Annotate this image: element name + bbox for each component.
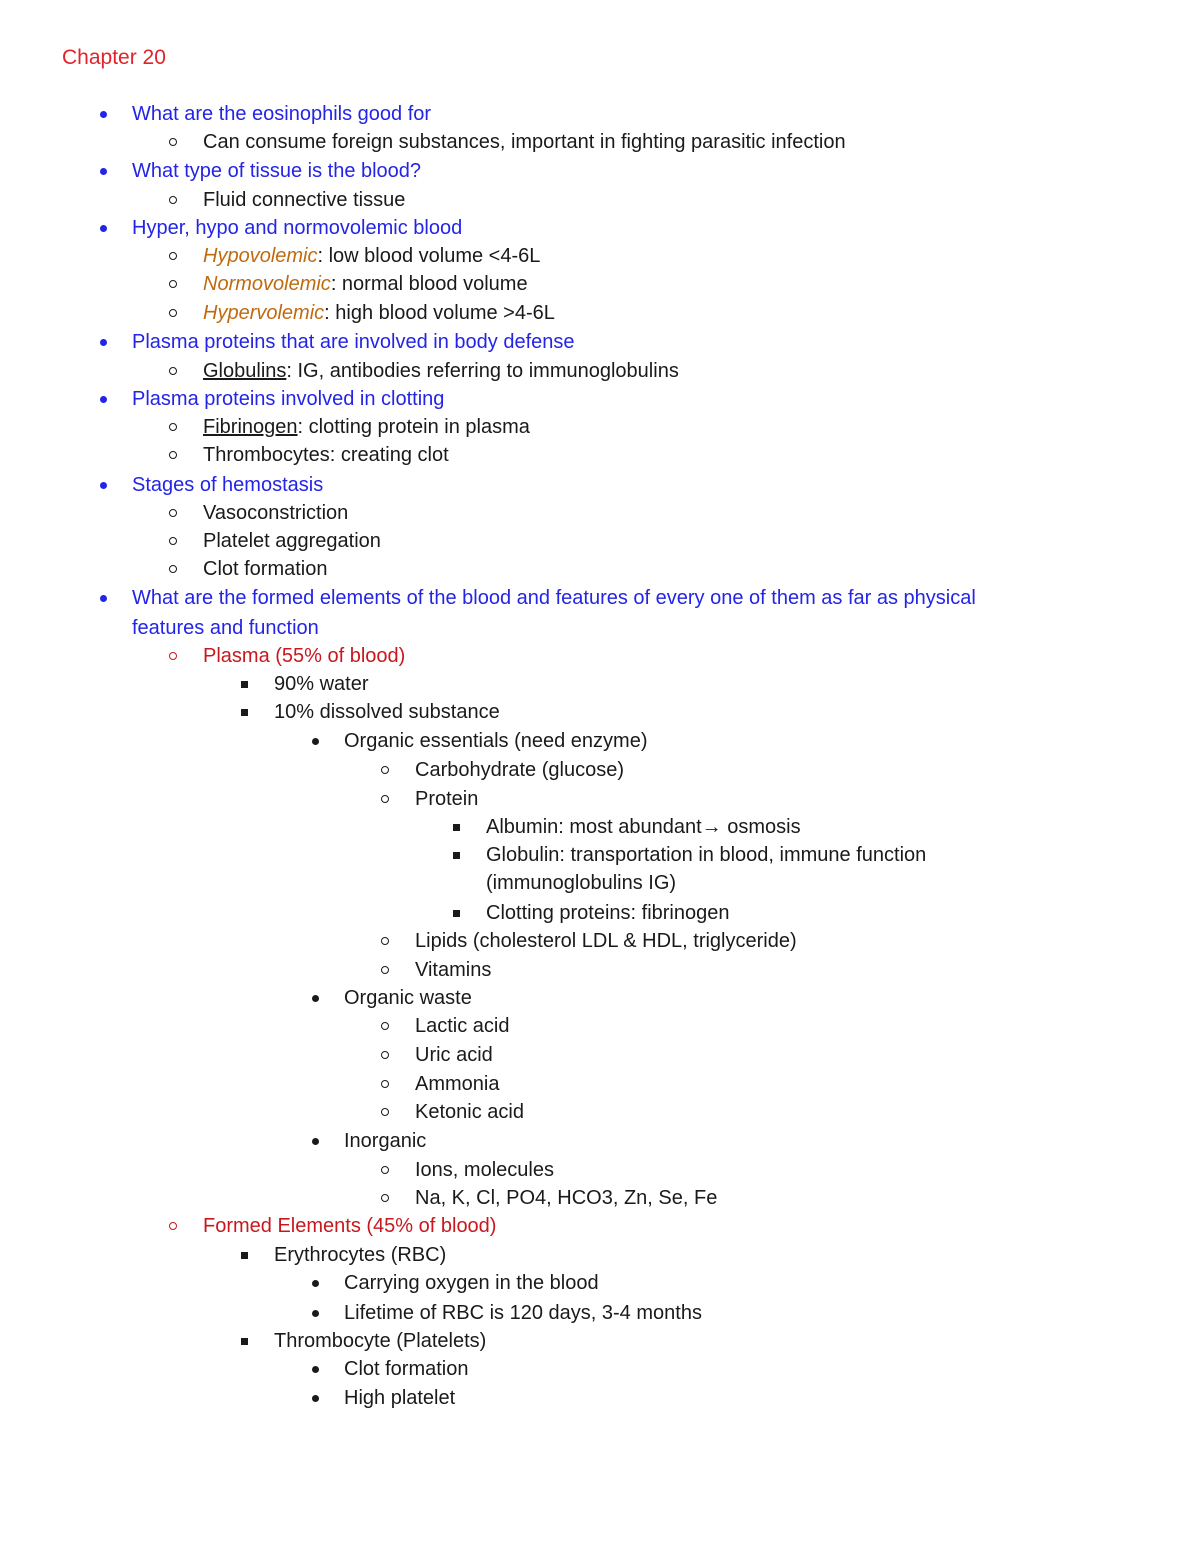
circle-bullet-icon (380, 1070, 396, 1098)
bullet-icon (97, 214, 113, 242)
answer-text (203, 299, 555, 327)
list-item-continuation (0, 614, 1200, 642)
square-bullet-icon (239, 1327, 255, 1355)
term-text: Globulins (203, 360, 287, 382)
list-item (0, 299, 1200, 327)
item-text: Organic essentials (need enzyme) (344, 730, 648, 752)
item-text: Ammonia (415, 1073, 500, 1095)
circle-bullet-icon (380, 1012, 396, 1040)
list-item-continuation (0, 869, 1200, 897)
list-item (0, 1241, 1200, 1269)
square-bullet-icon (239, 670, 255, 698)
circle-bullet-icon (380, 785, 396, 813)
list-item-plasma (0, 642, 1200, 670)
bullet-icon (309, 1127, 325, 1155)
square-bullet-icon (239, 698, 255, 726)
list-item (0, 441, 1200, 469)
item-text: Ions, molecules (415, 1159, 554, 1181)
answer-text (203, 413, 530, 441)
list-item (0, 413, 1200, 441)
question-text: Plasma proteins that are involved in body defense (132, 331, 575, 353)
list-item (0, 841, 1200, 869)
term-text: Hypovolemic (203, 245, 318, 267)
bullet-icon (309, 984, 325, 1012)
list-item-q4 (0, 328, 1200, 356)
item-text: Carrying oxygen in the blood (344, 1272, 599, 1294)
list-item (0, 1184, 1200, 1212)
question-text: What are the formed elements of the blood and features of every one of them as far as physical (132, 587, 976, 609)
circle-bullet-icon (380, 1184, 396, 1212)
bullet-icon (309, 1355, 325, 1383)
subheading-text: Formed Elements (45% of blood) (203, 1215, 497, 1237)
list-item-q6 (0, 471, 1200, 499)
circle-bullet-icon (168, 357, 184, 385)
item-text: Thrombocyte (Platelets) (274, 1330, 487, 1352)
circle-bullet-icon (168, 299, 184, 327)
list-item (0, 1041, 1200, 1069)
list-item (0, 128, 1200, 156)
list-item-q1 (0, 100, 1200, 128)
item-text: Erythrocytes (RBC) (274, 1244, 447, 1266)
item-text: Clot formation (344, 1358, 469, 1380)
list-item (0, 1156, 1200, 1184)
list-item (0, 1355, 1200, 1383)
definition-text: : high blood volume >4-6L (324, 302, 555, 324)
list-item (0, 1299, 1200, 1327)
list-item (0, 527, 1200, 555)
item-text: Na, K, Cl, PO4, HCO3, Zn, Se, Fe (415, 1187, 718, 1209)
item-text: Albumin: most abundant→ osmosis (486, 816, 801, 838)
answer-text: Platelet aggregation (203, 530, 381, 552)
list-item (0, 357, 1200, 385)
bullet-icon (97, 385, 113, 413)
list-item (0, 270, 1200, 298)
list-item (0, 1070, 1200, 1098)
bullet-icon (97, 584, 113, 612)
definition-text: : normal blood volume (330, 273, 528, 295)
list-item (0, 927, 1200, 955)
square-bullet-icon (451, 841, 467, 869)
list-item (0, 956, 1200, 984)
list-item (0, 698, 1200, 726)
list-item (0, 1327, 1200, 1355)
bullet-icon (97, 471, 113, 499)
item-text: Inorganic (344, 1130, 427, 1152)
item-text: Lipids (cholesterol LDL & HDL, triglyceride) (415, 930, 797, 952)
list-item (0, 1012, 1200, 1040)
list-item (0, 555, 1200, 583)
item-text: Lactic acid (415, 1015, 510, 1037)
question-text: Plasma proteins involved in clotting (132, 388, 445, 410)
circle-bullet-icon (168, 1212, 184, 1240)
item-text: 10% dissolved substance (274, 701, 500, 723)
answer-text: Thrombocytes: creating clot (203, 444, 449, 466)
answer-text (203, 270, 528, 298)
list-item (0, 899, 1200, 927)
item-text: (immunoglobulins IG) (486, 872, 677, 894)
item-text: Clotting proteins: fibrinogen (486, 902, 730, 924)
circle-bullet-icon (380, 956, 396, 984)
question-text: What are the eosinophils good for (132, 103, 432, 125)
bullet-icon (97, 328, 113, 356)
term-text: Normovolemic (203, 273, 331, 295)
definition-text: : clotting protein in plasma (297, 416, 530, 438)
item-text: 90% water (274, 673, 369, 695)
circle-bullet-icon (380, 1041, 396, 1069)
circle-bullet-icon (168, 499, 184, 527)
definition-text: : low blood volume <4-6L (317, 245, 541, 267)
list-item (0, 242, 1200, 270)
list-item (0, 1098, 1200, 1126)
square-bullet-icon (239, 1241, 255, 1269)
circle-bullet-icon (168, 270, 184, 298)
square-bullet-icon (451, 899, 467, 927)
answer-text: Clot formation (203, 558, 328, 580)
item-text: Uric acid (415, 1044, 493, 1066)
question-text: Stages of hemostasis (132, 474, 324, 496)
bullet-icon (309, 1384, 325, 1412)
circle-bullet-icon (168, 642, 184, 670)
list-item (0, 1127, 1200, 1155)
list-item (0, 727, 1200, 755)
list-item-q3 (0, 214, 1200, 242)
list-item (0, 813, 1200, 841)
circle-bullet-icon (168, 527, 184, 555)
bullet-icon (309, 1269, 325, 1297)
item-text: Lifetime of RBC is 120 days, 3-4 months (344, 1302, 702, 1324)
list-item (0, 670, 1200, 698)
circle-bullet-icon (380, 1156, 396, 1184)
answer-text (203, 242, 540, 270)
circle-bullet-icon (380, 1098, 396, 1126)
answer-text: Vasoconstriction (203, 502, 349, 524)
list-item (0, 1269, 1200, 1297)
item-text: Protein (415, 788, 479, 810)
list-item (0, 785, 1200, 813)
list-item (0, 1384, 1200, 1412)
answer-text: Fluid connective tissue (203, 189, 406, 211)
list-item-formed-elements (0, 1212, 1200, 1240)
definition-text: : IG, antibodies referring to immunoglobulins (286, 360, 679, 382)
circle-bullet-icon (168, 186, 184, 214)
item-text: High platelet (344, 1387, 456, 1409)
circle-bullet-icon (380, 756, 396, 784)
list-item (0, 186, 1200, 214)
square-bullet-icon (451, 813, 467, 841)
circle-bullet-icon (168, 413, 184, 441)
answer-text: Can consume foreign substances, important in fighting parasitic infection (203, 131, 846, 153)
bullet-icon (97, 157, 113, 185)
bullet-icon (309, 727, 325, 755)
list-item (0, 984, 1200, 1012)
item-text: Ketonic acid (415, 1101, 524, 1123)
question-text: What type of tissue is the blood? (132, 160, 422, 182)
circle-bullet-icon (380, 927, 396, 955)
answer-text (203, 357, 679, 385)
item-text: Globulin: transportation in blood, immune function (486, 844, 927, 866)
circle-bullet-icon (168, 555, 184, 583)
term-text: Fibrinogen (203, 416, 298, 438)
subheading-text: Plasma (55% of blood) (203, 645, 406, 667)
circle-bullet-icon (168, 242, 184, 270)
page-title: Chapter 20 (62, 46, 166, 69)
question-text: features and function (132, 617, 319, 639)
bullet-icon (309, 1299, 325, 1327)
item-text: Organic waste (344, 987, 472, 1009)
list-item-q2 (0, 157, 1200, 185)
list-item (0, 756, 1200, 784)
item-text: Carbohydrate (glucose) (415, 759, 624, 781)
term-text: Hypervolemic (203, 302, 325, 324)
circle-bullet-icon (168, 441, 184, 469)
list-item-q5 (0, 385, 1200, 413)
list-item (0, 499, 1200, 527)
circle-bullet-icon (168, 128, 184, 156)
list-item-q7 (0, 584, 1200, 612)
item-text: Vitamins (415, 959, 492, 981)
question-text: Hyper, hypo and normovolemic blood (132, 217, 463, 239)
bullet-icon (97, 100, 113, 128)
